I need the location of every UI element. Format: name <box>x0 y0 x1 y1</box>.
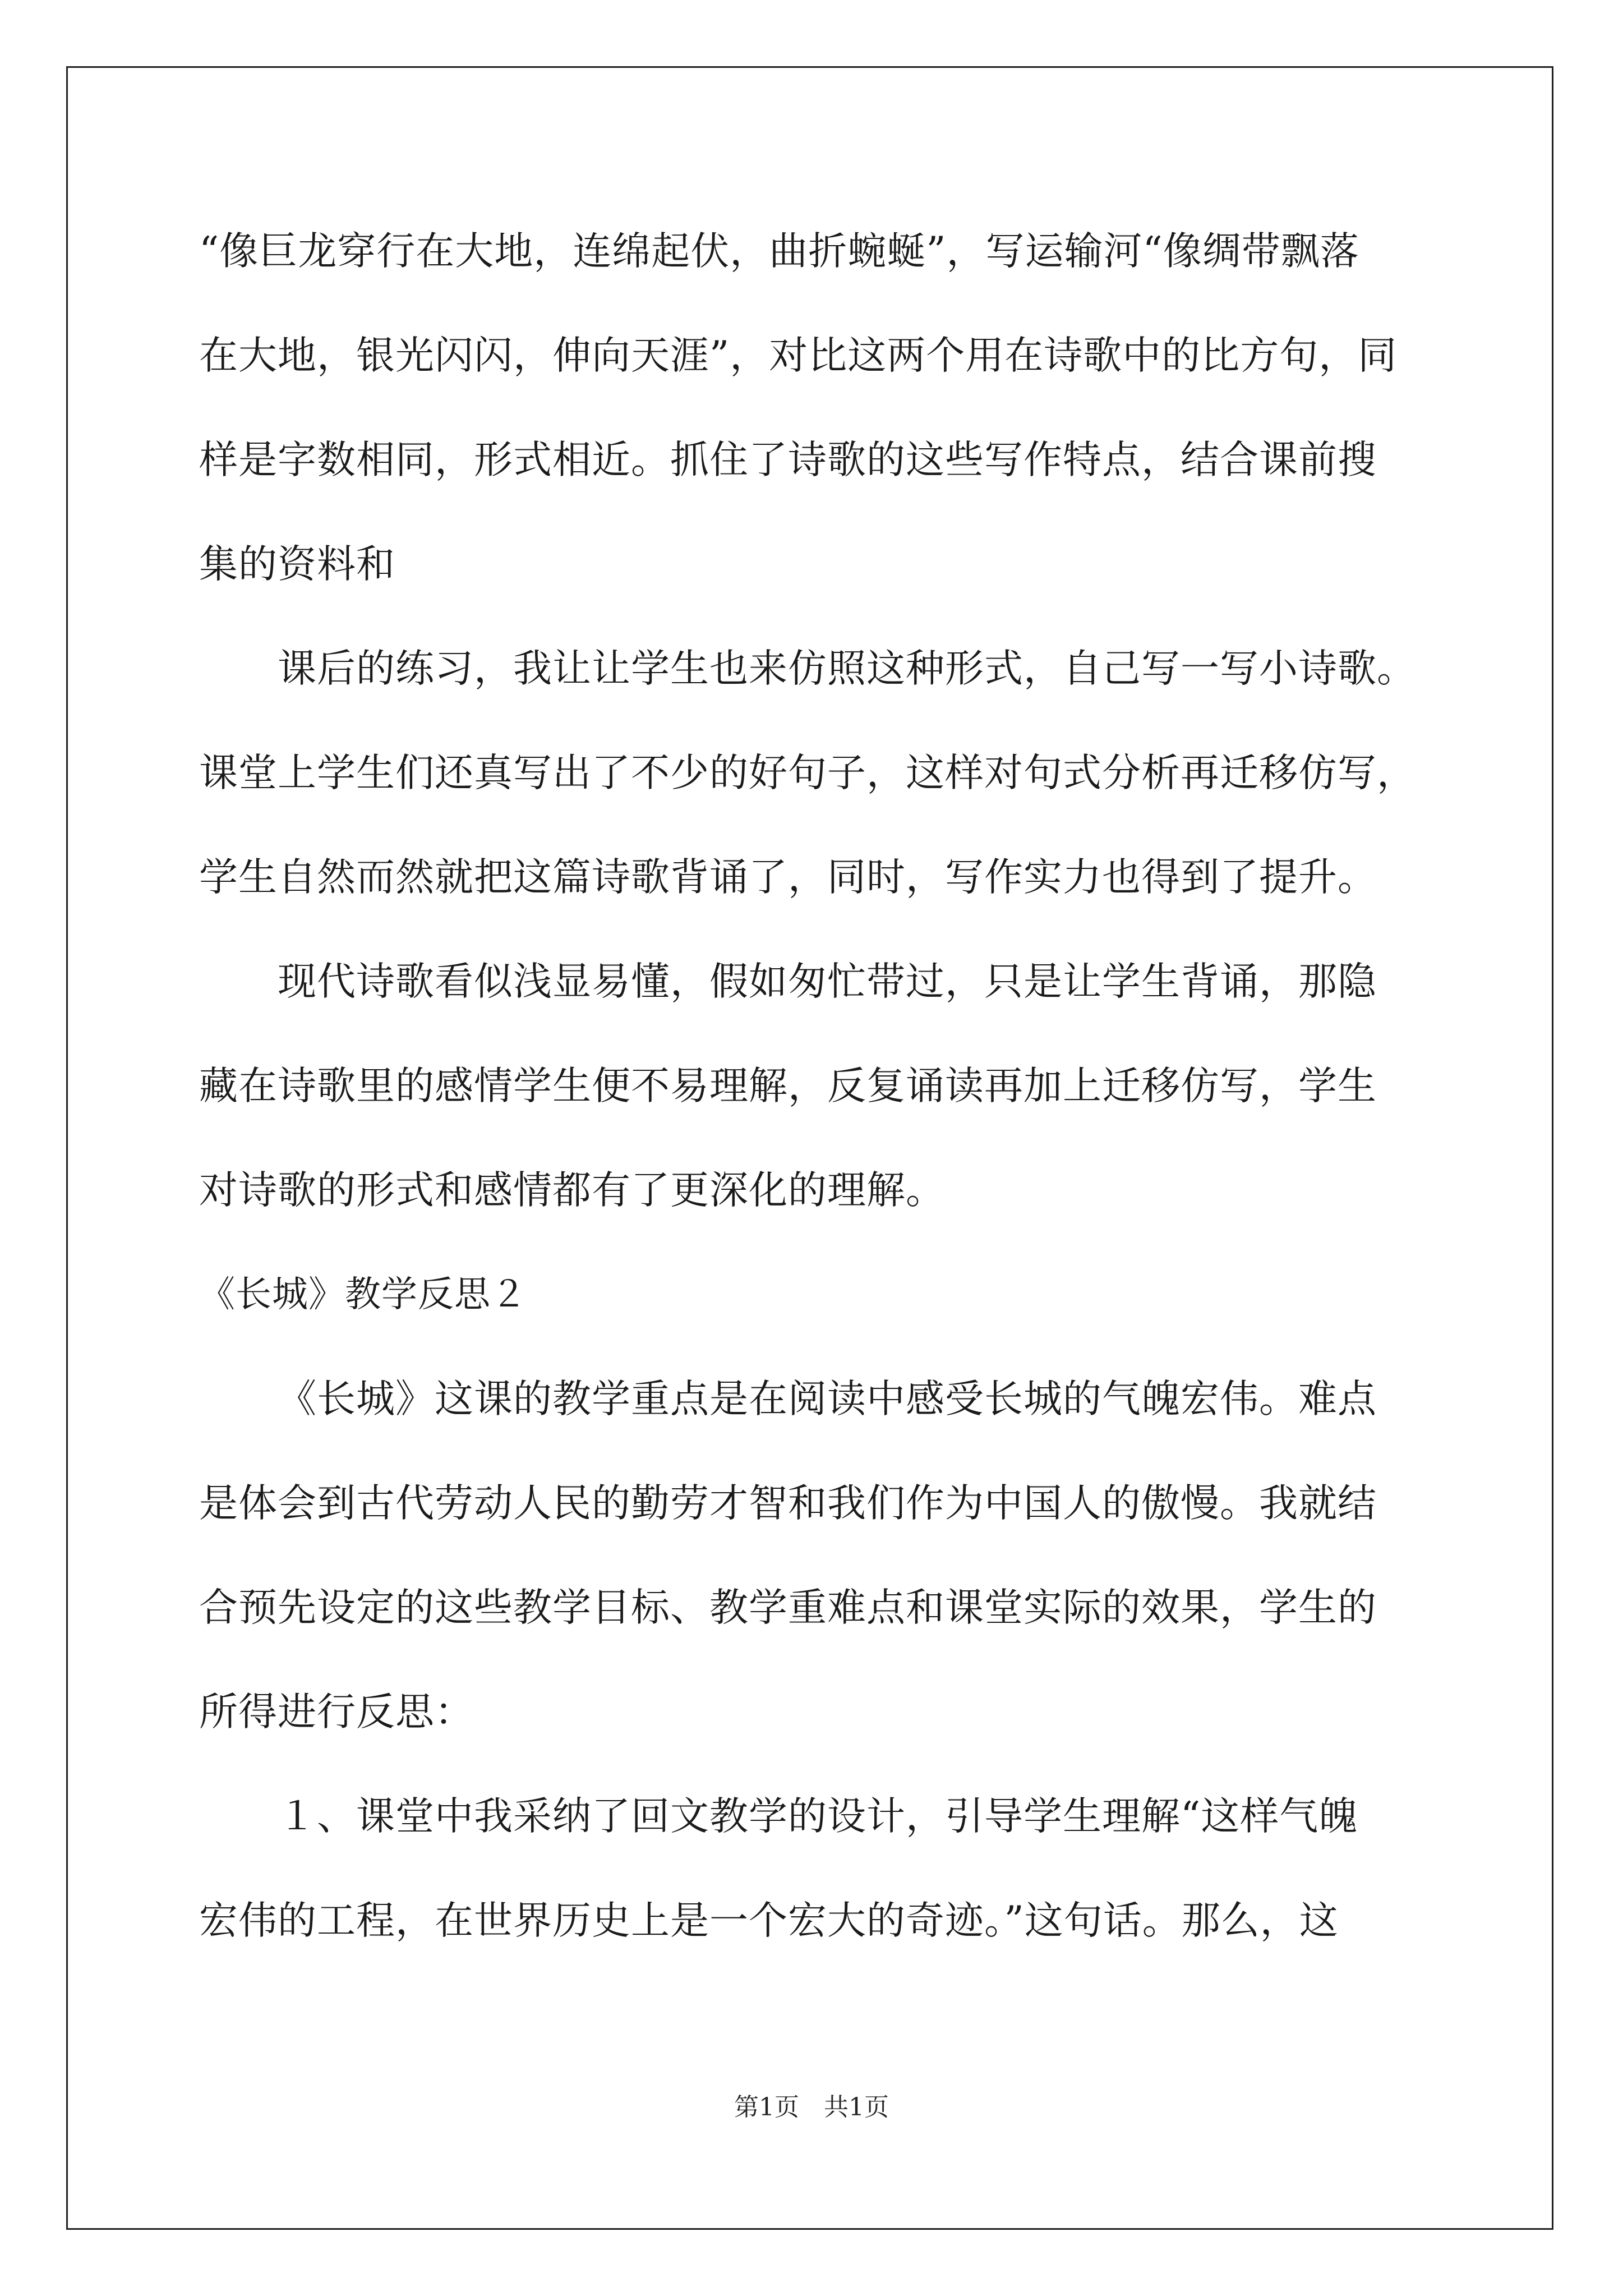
text-line: 现代诗歌看似浅显易懂，假如匆忙带过，只是让学生背诵，那隐 <box>278 959 1377 1004</box>
text-line: 所得进行反思： <box>199 1690 474 1734</box>
section-heading: 《长城》教学反思２ <box>199 1274 527 1315</box>
text-line: 藏在诗歌里的感情学生便不易理解，反复诵读再加上迁移仿写，学生 <box>199 1064 1377 1108</box>
text-line: 集的资料和 <box>199 542 395 587</box>
document-body <box>199 199 1433 1973</box>
text-line: 在大地，银光闪闪，伸向天涯”，对比这两个用在诗歌中的比方句，同 <box>199 333 1398 378</box>
text-line: 合预先设定的这些教学目标、教学重难点和课堂实际的效果，学生的 <box>199 1585 1377 1630</box>
text-line: 学生自然而然就把这篇诗歌背诵了，同时，写作实力也得到了提升。 <box>199 855 1377 900</box>
text-line: 课堂上学生们还真写出了不少的好句子，这样对句式分析再迁移仿写， <box>199 751 1416 795</box>
text-line: 对诗歌的形式和感情都有了更深化的理解。 <box>199 1168 945 1213</box>
text-line: 课后的练习，我让让学生也来仿照这种形式，自己写一写小诗歌。 <box>278 646 1416 691</box>
text-line: １、课堂中我采纳了回文教学的设计，引导学生理解“这样气魄 <box>278 1794 1358 1839</box>
text-line: “像巨龙穿行在大地，连绵起伏，曲折蜿蜒”，写运输河“像绸带飘落 <box>199 229 1359 274</box>
text-line: 《长城》这课的教学重点是在阅读中感受长城的气魄宏伟。难点 <box>278 1377 1377 1421</box>
page-number-footer: 第1页 共1页 <box>734 2093 889 2122</box>
text-line: 样是字数相同，形式相近。抓住了诗歌的这些写作特点，结合课前搜 <box>199 438 1377 482</box>
text-line: 是体会到古代劳动人民的勤劳才智和我们作为中国人的傲慢。我就结 <box>199 1481 1377 1526</box>
text-line: 宏伟的工程，在世界历史上是一个宏大的奇迹。”这句话。那么，这 <box>199 1898 1339 1943</box>
